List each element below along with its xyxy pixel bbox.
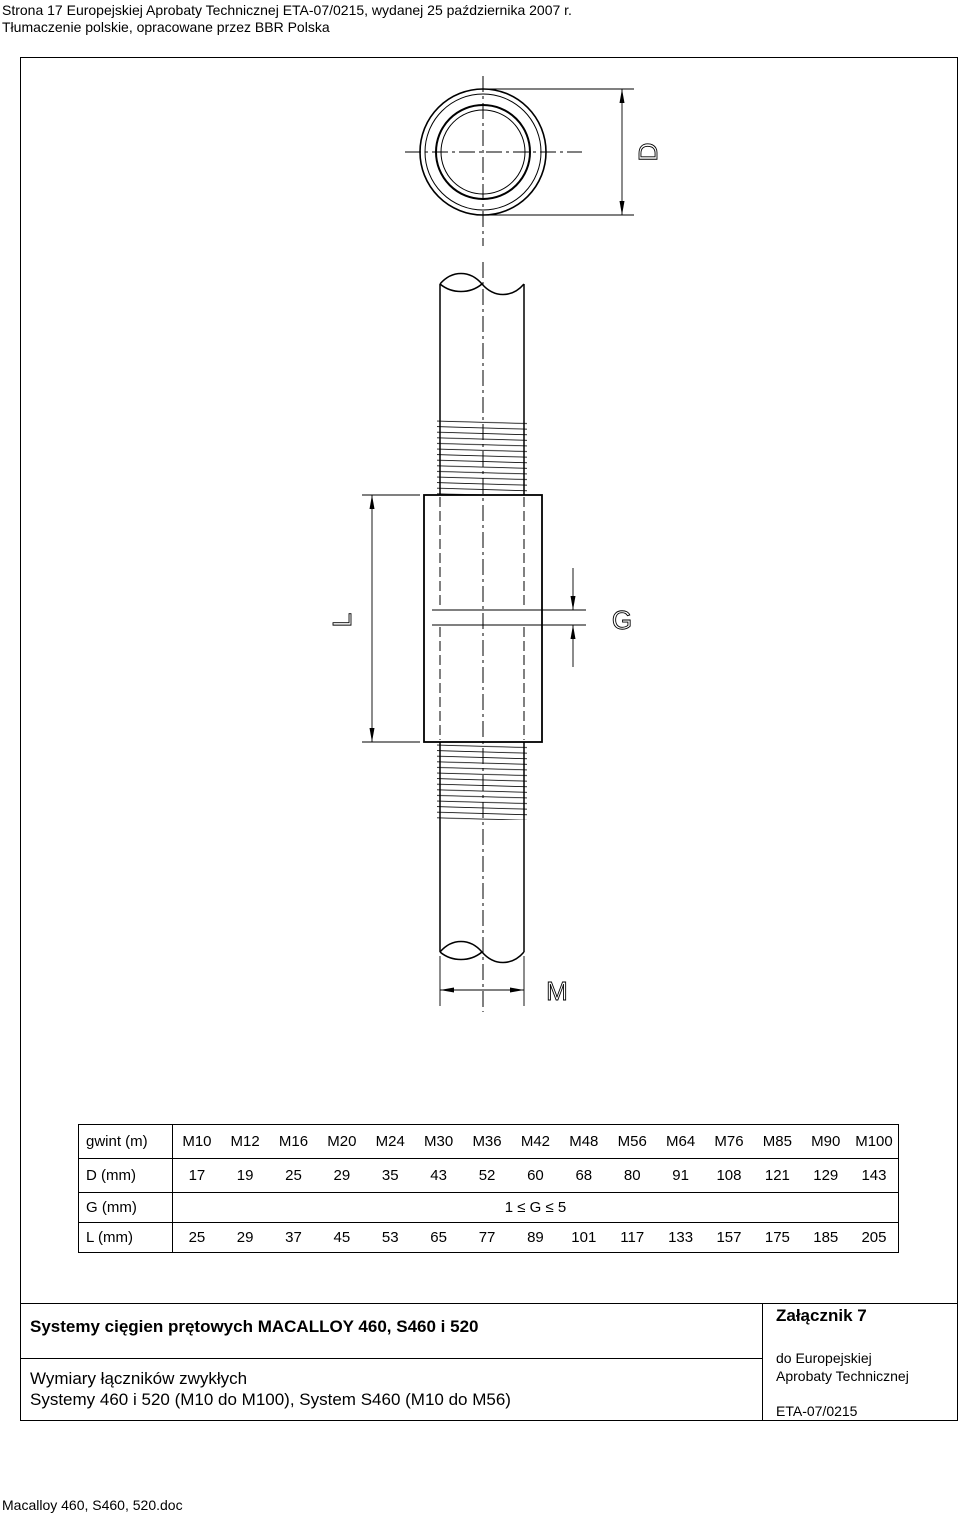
title-block-inner-rule [20,1358,762,1359]
l-value-cell: 205 [850,1223,899,1253]
annex-line-1: do Europejskiej [776,1350,872,1366]
dimension-m-label: M [546,976,568,1006]
d-value-cell: 19 [221,1159,269,1193]
row-label-g: G (mm) [79,1193,173,1223]
title-block-top-rule [20,1303,958,1304]
top-view [405,76,582,246]
table-row-thread [79,1125,899,1159]
thread-size-cell: M90 [811,1133,841,1150]
l-value-cell: 65 [414,1223,462,1253]
annex-number: Załącznik 7 [776,1306,867,1325]
threaded-bar [437,274,527,963]
dimension-d [483,89,634,215]
footer-filename: Macalloy 460, S460, 520.doc [2,1497,183,1513]
l-value-cell: 101 [560,1223,608,1253]
coupler [424,495,586,742]
bar-break-top [440,274,524,295]
l-value-cell: 133 [656,1223,704,1253]
dimension-g-label: G [611,605,633,635]
d-value-cell: 68 [560,1159,608,1193]
bar-break-bottom [440,942,524,963]
thread-size-cell: M20 [327,1133,357,1150]
l-value-cell: 117 [608,1223,656,1253]
upper-thread [437,420,527,495]
title-block-subtitle-2: Systemy 460 i 520 (M10 do M100), System S460 (M10 do M56) [30,1390,511,1409]
table-row-d [79,1159,899,1193]
l-value-cell: 185 [802,1223,850,1253]
d-value-cell: 35 [366,1159,414,1193]
annex-line-2: Aprobaty Technicznej [776,1368,909,1384]
lower-thread [437,744,527,820]
dimension-m [440,956,524,1006]
dimension-l-label: L [327,612,357,628]
l-value-cell: 89 [511,1223,559,1253]
d-value-cell: 129 [802,1159,850,1193]
l-value-cell: 45 [318,1223,366,1253]
thread-size-cell: M16 [278,1133,309,1150]
table-row-g [79,1193,899,1223]
thread-size-cell: M100 [855,1133,893,1150]
g-range-cell: 1 ≤ G ≤ 5 [173,1193,899,1223]
thread-size-cell: M30 [424,1133,454,1150]
row-label-l: L (mm) [79,1223,173,1253]
row-label-d: D (mm) [79,1159,173,1193]
title-block-divider [762,1303,763,1421]
thread-size-cell: M36 [472,1133,502,1150]
d-value-cell: 60 [511,1159,559,1193]
l-value-cell: 157 [705,1223,753,1253]
dimension-l [362,495,420,742]
d-value-cell: 43 [414,1159,462,1193]
d-value-cell: 121 [753,1159,801,1193]
l-value-cell: 25 [173,1223,221,1253]
title-block-subtitle-1: Wymiary łączników zwykłych [30,1369,248,1388]
thread-size-cell: M56 [617,1133,647,1150]
thread-size-cell: M10 [182,1133,212,1150]
row-label-thread: gwint (m) [79,1125,173,1159]
table-row-l [79,1223,899,1253]
header-line-2: Tłumaczenie polskie, opracowane przez BBR Polska [2,19,330,35]
l-value-cell: 77 [463,1223,511,1253]
thread-size-cell: M12 [230,1133,260,1150]
l-value-cell: 37 [269,1223,317,1253]
thread-size-cell: M42 [520,1133,551,1150]
dimensions-table [78,1124,899,1253]
d-value-cell: 25 [269,1159,317,1193]
d-value-cell: 108 [705,1159,753,1193]
thread-size-cell: M76 [714,1133,744,1150]
d-value-cell: 143 [850,1159,899,1193]
header-line-1: Strona 17 Europejskiej Aprobaty Technicznej ETA-07/0215, wydanej 25 października 2007 r. [2,2,572,18]
l-value-cell: 53 [366,1223,414,1253]
thread-size-cell: M48 [569,1133,599,1150]
annex-reference: ETA-07/0215 [776,1403,858,1419]
thread-size-cell: M64 [666,1133,696,1150]
d-value-cell: 52 [463,1159,511,1193]
d-value-cell: 80 [608,1159,656,1193]
thread-size-cell: M85 [762,1133,792,1150]
thread-size-cell: M24 [375,1133,405,1150]
d-value-cell: 29 [318,1159,366,1193]
l-value-cell: 29 [221,1223,269,1253]
d-value-cell: 17 [173,1159,221,1193]
l-value-cell: 175 [753,1223,801,1253]
title-block-title: Systemy cięgien prętowych MACALLOY 460, S460 i 520 [30,1317,479,1336]
dimension-d-label: D [633,142,663,162]
d-value-cell: 91 [656,1159,704,1193]
